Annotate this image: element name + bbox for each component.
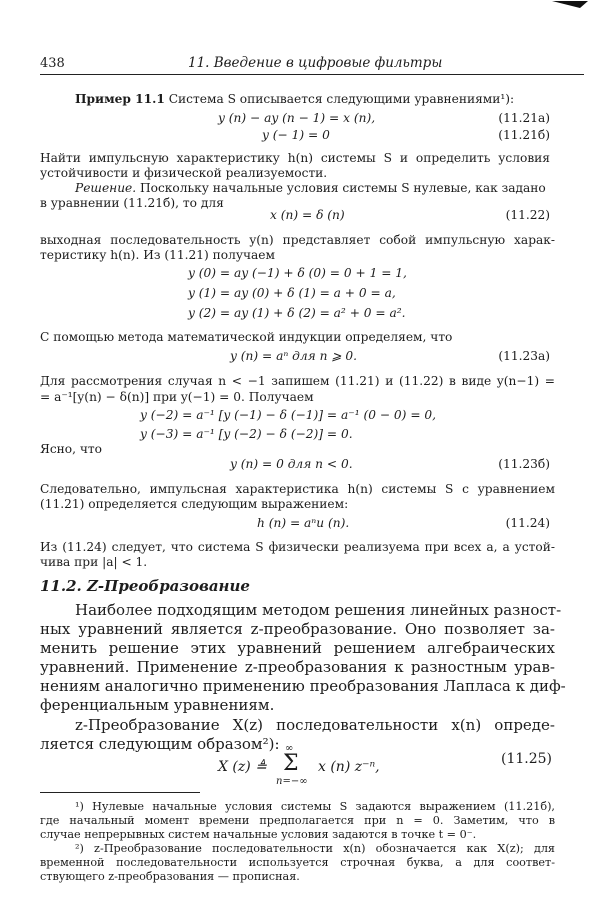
section-text-line: z-Преобразование X(z) последовательности x(n) опреде-	[75, 716, 555, 734]
text-line: = a⁻¹[y(n) − δ(n)] при y(−1) = 0. Получаем	[40, 390, 314, 404]
summation-symbol: Σ	[283, 751, 299, 776]
text-line: Для рассмотрения случая n < −1 запишем (11.21) и (11.22) в виде y(n−1) =	[40, 374, 555, 388]
equation-lhs: X (z) ≜	[218, 759, 267, 775]
text-line: Из (11.24) следует, что система S физически реализуема при всех a, а устой-	[40, 540, 555, 554]
equation-number: (11.23a)	[498, 349, 550, 363]
text-line: Ясно, что	[40, 442, 103, 456]
calc-line: y (0) = ay (−1) + δ (0) = 0 + 1 = 1,	[188, 266, 407, 280]
equation-11-21b: y (− 1) = 0	[262, 128, 330, 142]
calc-line: y (−2) = a⁻¹ [y (−1) − δ (−1)] = a⁻¹ (0 − 0) = 0,	[140, 408, 437, 422]
text-line: чива при |a| < 1.	[40, 555, 148, 569]
footnote-line: случае непрерывных систем начальные условия задаются в точке t = 0⁻.	[40, 828, 477, 841]
footnote-line: временной последовательности используется строчная буква, а для соответ-	[40, 856, 555, 869]
section-text-line: ференциальным уравнениям.	[40, 696, 275, 714]
section-text-line: уравнений. Применение z-преобразования к разностным урав-	[40, 658, 555, 676]
text-line: Найти импульсную характеристику h(n) системы S и определить условия	[40, 151, 550, 165]
section-text-line: ляется следующим образом²):	[40, 735, 280, 753]
section-text-line: ных уравнений является z-преобразование. Оно позволяет за-	[40, 620, 555, 638]
footnote-line: ствующего z-преобразования — прописная.	[40, 870, 300, 883]
page-corner-mark	[550, 0, 590, 10]
example-intro-text: Система S описывается следующими уравнениями¹):	[168, 92, 515, 106]
sum-lower-limit: n=−∞	[276, 776, 308, 787]
header-rule	[40, 74, 584, 75]
equation-number: (11.21б)	[498, 128, 550, 142]
calc-line: y (−3) = a⁻¹ [y (−2) − δ (−2)] = 0.	[140, 427, 353, 441]
footnote-line: ²) z-Преобразование последовательности x(n) обозначается как X(z); для	[75, 842, 555, 855]
solution-label: Решение.	[75, 181, 137, 195]
solution-text: Поскольку начальные условия системы S нулевые, как задано	[140, 181, 546, 195]
equation-11-23b: y (n) = 0 для n < 0.	[230, 457, 353, 471]
equation-number: (11.23б)	[498, 457, 550, 471]
solution-line	[75, 181, 546, 196]
text-line: теристику h(n). Из (11.21) получаем	[40, 248, 276, 262]
section-title: 11.2. Z-Преобразование	[40, 577, 250, 595]
example-label: Пример 11.1	[75, 92, 165, 106]
page-number: 438	[40, 56, 65, 71]
section-text-line: менить решение этих уравнений решением алгебраических	[40, 639, 555, 657]
equation-number: (11.22)	[505, 208, 550, 222]
equation-11-22: x (n) = δ (n)	[270, 208, 345, 222]
footnote-line: где начальный момент времени предполагается при n = 0. Заметим, что в	[40, 814, 555, 827]
section-text-line: нениям аналогично применению преобразования Лапласа к диф-	[40, 677, 566, 695]
text-line: устойчивости и физической реализуемости.	[40, 166, 328, 180]
text-line: С помощью метода математической индукции определяем, что	[40, 330, 453, 344]
sum-upper-limit: ∞	[285, 743, 294, 754]
equation-11-21a: y (n) − ay (n − 1) = x (n),	[218, 111, 376, 125]
text-line: выходная последовательность y(n) представляет собой импульсную харак-	[40, 233, 555, 247]
equation-number: (11.21a)	[498, 111, 550, 125]
calc-line: y (2) = ay (1) + δ (2) = a² + 0 = a².	[188, 306, 406, 320]
text-line: Следовательно, импульсная характеристика h(n) системы S с уравнением	[40, 482, 555, 496]
example-intro	[75, 92, 514, 107]
equation-number: (11.24)	[505, 516, 550, 530]
footnote-rule	[40, 792, 200, 793]
text-line: (11.21) определяется следующим выражением:	[40, 497, 349, 511]
calc-line: y (1) = ay (0) + δ (1) = a + 0 = a,	[188, 286, 396, 300]
equation-number: (11.25)	[500, 751, 552, 767]
equation-11-24: h (n) = aⁿu (n).	[257, 516, 350, 530]
footnote-line: ¹) Нулевые начальные условия системы S задаются выражением (11.21б),	[75, 800, 555, 813]
running-title: 11. Введение в цифровые фильтры	[188, 55, 443, 71]
text-line: в уравнении (11.21б), то для	[40, 196, 224, 210]
equation-rhs: x (n) z⁻ⁿ,	[318, 759, 380, 775]
equation-11-23a: y (n) = aⁿ для n ⩾ 0.	[230, 349, 358, 363]
section-text-line: Наиболее подходящим методом решения линейных разност-	[75, 601, 562, 619]
